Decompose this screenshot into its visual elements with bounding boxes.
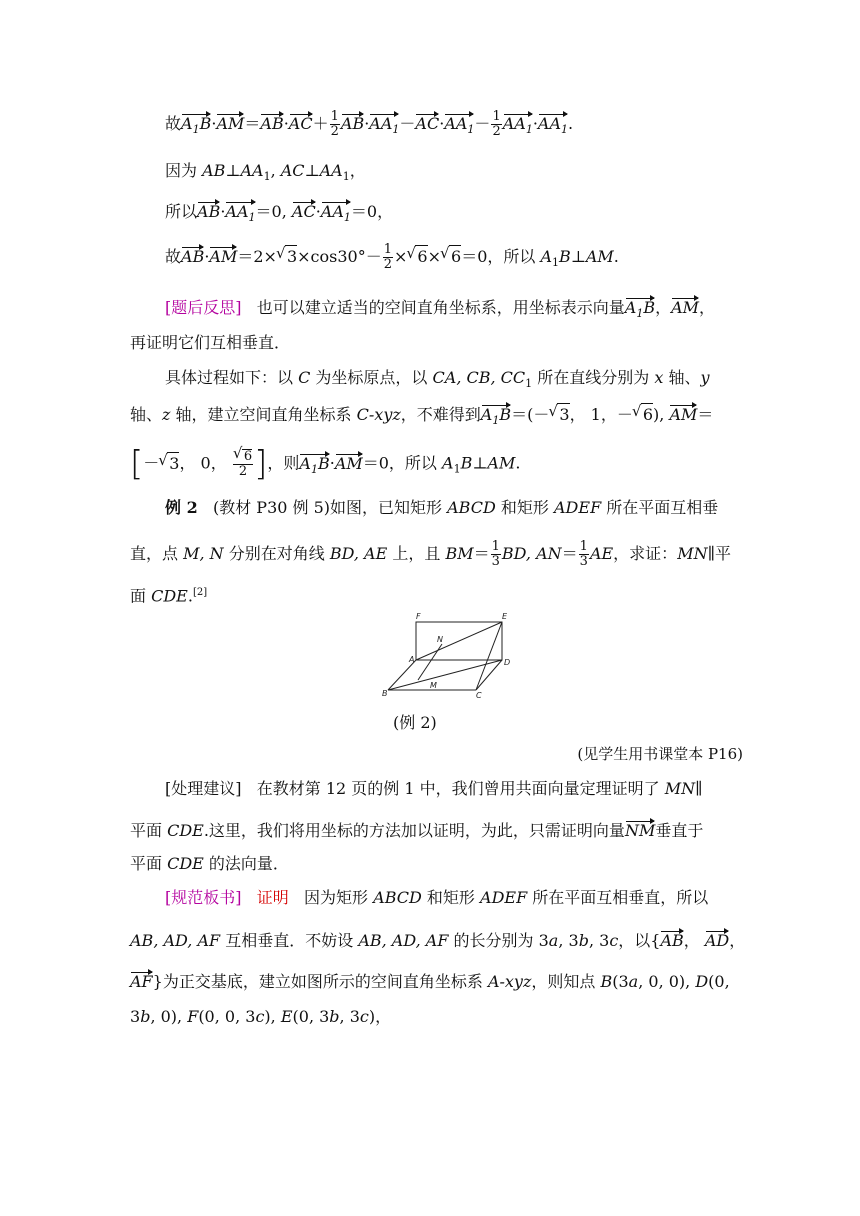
fig-label-e: E bbox=[502, 612, 508, 621]
example-label: 例 2 bbox=[165, 498, 198, 517]
proof-line-3: AF}为正交基底，建立如图所示的空间直角坐标系 A-xyz，则知点 B(3a, 0, 0), D(0, bbox=[130, 972, 730, 991]
proof-word: 证明 bbox=[256, 888, 289, 907]
standard-tag: [规范板书] bbox=[165, 888, 242, 907]
fig-label-b: B bbox=[382, 689, 388, 698]
example-line-3: 面 CDE.[2] bbox=[130, 586, 208, 606]
eq-line-1: 故$A_1B\cdot AM=AB\cdot AC+$ $\frac{1}{2}$ $AB\cdot AA_1-AC\cdot AA_1-$ $\frac{1}{2}$ $AA_1\cdot AA_1$. bbox=[165, 110, 573, 141]
eq-line-3: 所以$AB\cdot AA_1=0$, $AC\cdot AA_1=0$， bbox=[165, 201, 393, 229]
fig-label-c: C bbox=[476, 691, 482, 700]
reflect-line: [题后反思] 也可以建立适当的空间直角坐标系，用坐标表示向量$A_1B$，AM， bbox=[165, 297, 715, 325]
proof-line-2: AB, AD, AF 互相垂直．不妨设 AB, AD, AF 的长分别为 3a, 3b, 3c，以{AB， AD， bbox=[130, 931, 746, 950]
example-line-1: 例 2 (教材 P30 例 5)如图，已知矩形 ABCD 和矩形 ADEF 所在平面互相垂 bbox=[165, 498, 719, 517]
eq-line-2: 因为 $AB\perp AA_1$, $AC\perp AA_1$， bbox=[165, 161, 366, 184]
proc-line-2: 轴、z 轴，建立空间直角坐标系 C-xyz，不难得到$A_1B=(-√$ 3， 1，－√ 6), AM＝ bbox=[130, 403, 730, 432]
proc-line-3: [－√ 3， 0， √ $\frac{6}{2}$ ]，则$A_1B\cdot AM=0$，所以 $A_1B\perp AM$. bbox=[130, 449, 730, 481]
fig-label-a: A bbox=[409, 655, 415, 664]
proof-line-4: 3b, 0), F(0, 0, 3c), E(0, 3b, 3c)， bbox=[130, 1007, 392, 1026]
figure-caption: (例 2) bbox=[393, 713, 437, 732]
fig-label-d: D bbox=[504, 658, 511, 667]
fig-label-n: N bbox=[437, 635, 443, 644]
fig-label-f: F bbox=[416, 612, 421, 621]
example-line-2: 直，点 M, N 分别在对角线 BD, AE 上，且 BM＝ $\frac{1}{3}$ BD, AN＝ $\frac{1}{3}$ AE，求证：MN∥平 bbox=[130, 539, 731, 569]
proof-line-1: [规范板书] 证明 因为矩形 ABCD 和矩形 ADEF 所在平面互相垂直，所以 bbox=[165, 888, 709, 907]
eq-line-4: 故AB·AM＝2×√ 3×cos30°－ $\frac{1}{2}$ ×√ 6×√ 6＝0，所以 $A_1B\perp AM$. bbox=[165, 243, 619, 274]
suggest-line-2: 平面 CDE.这里，我们将用坐标的方法加以证明，为此，只需证明向量NM垂直于 bbox=[130, 821, 704, 840]
suggest-line-3: 平面 CDE 的法向量． bbox=[130, 854, 289, 873]
reflect-line-2: 再证明它们互相垂直． bbox=[130, 333, 291, 352]
reflect-tag: [题后反思] bbox=[165, 298, 242, 317]
suggest-line-1: [处理建议] 在教材第 12 页的例 1 中，我们曾用共面向量定理证明了 MN∥ bbox=[165, 779, 703, 798]
proc-line-1: 具体过程如下：以 C 为坐标原点，以 CA, CB, $CC_1$ 所在直线分别为 x 轴、y bbox=[165, 368, 710, 391]
fig-label-m: M bbox=[430, 681, 437, 690]
suggest-tag: [处理建议] bbox=[165, 779, 242, 798]
reference-note: (见学生用书课堂本 P16) bbox=[577, 745, 743, 763]
example-figure bbox=[380, 610, 520, 700]
